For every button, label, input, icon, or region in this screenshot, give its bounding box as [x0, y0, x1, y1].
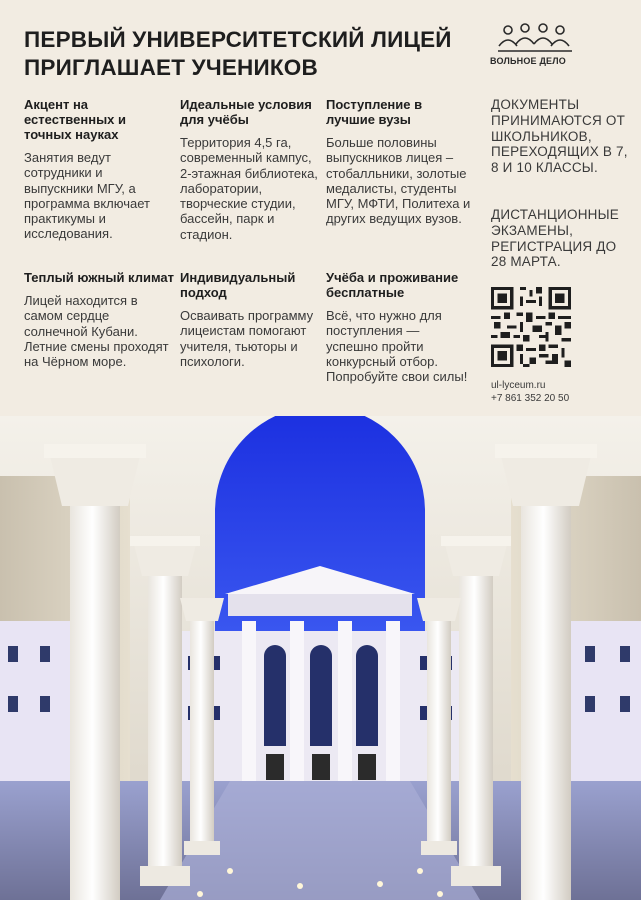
people-group-icon: [496, 22, 574, 54]
logo: [490, 22, 586, 68]
lyceum-building-photo: [0, 416, 641, 900]
feature-text: Всё, что нужно для поступления — успешно пройти конкурсный отбор. Попробуйте свои силы!: [326, 308, 468, 385]
logo-text: ВОЛЬНОЕ ДЕЛО: [490, 56, 566, 66]
feature-free: [326, 270, 471, 384]
feature-title: Акцент на естественных и точных науках: [24, 97, 127, 142]
feature-universities: [326, 97, 471, 227]
feature-text: Территория 4,5 га, современный кампус, 2-этажная библиотека, лаборатории, творческие студии, бассейн, парк и стадион.: [180, 135, 318, 242]
feature-text: Осваивать программу лицеистам помогают учителя, тьюторы и психологи.: [180, 308, 314, 369]
documents-notice: ДОКУМЕНТЫ ПРИНИМАЮТСЯ ОТ ШКОЛЬНИКОВ, ПЕРЕХОДЯЩИХ В 7, 8 И 10 КЛАССЫ.: [491, 97, 628, 176]
qr-code-icon[interactable]: [491, 287, 571, 367]
lyceum-photo: [0, 416, 641, 900]
feature-conditions: [180, 97, 320, 242]
feature-text: Больше половины выпускников лицея – стобалльники, золотые медалисты, студенты МГУ, МФТИ, Политеха и других ведущих вузов.: [326, 135, 471, 227]
page-title: [24, 26, 474, 82]
feature-text: Лицей находится в самом сердце солнечной Кубани. Летние смены проходят на Чёрном море.: [24, 293, 169, 370]
feature-title: Поступление в лучшие вузы: [326, 97, 423, 127]
feature-title: Теплый южный климат: [24, 270, 175, 285]
website-link[interactable]: ul-lyceum.ru: [491, 380, 546, 391]
feature-title: Учёба и проживание бесплатные: [326, 270, 459, 300]
headline-line-2: ПРИГЛАШАЕТ УЧЕНИКОВ: [24, 55, 318, 80]
feature-individual: [180, 270, 320, 369]
info-panel: [0, 0, 641, 416]
phone-number[interactable]: +7 861 352 20 50: [491, 393, 570, 404]
feature-climate: [24, 270, 174, 369]
feature-sciences: [24, 97, 174, 242]
headline-line-1: ПЕРВЫЙ УНИВЕРСИТЕТСКИЙ ЛИЦЕЙ: [24, 27, 452, 52]
feature-title: Идеальные условия для учёбы: [180, 97, 312, 127]
feature-text: Занятия ведут сотрудники и выпускники МГУ, а программа включает практикумы и исследования.: [24, 150, 150, 242]
feature-title: Индивидуальный подход: [180, 270, 296, 300]
exams-notice: ДИСТАНЦИОННЫЕ ЭКЗАМЕНЫ, РЕГИСТРАЦИЯ ДО 28 МАРТА.: [491, 207, 619, 270]
